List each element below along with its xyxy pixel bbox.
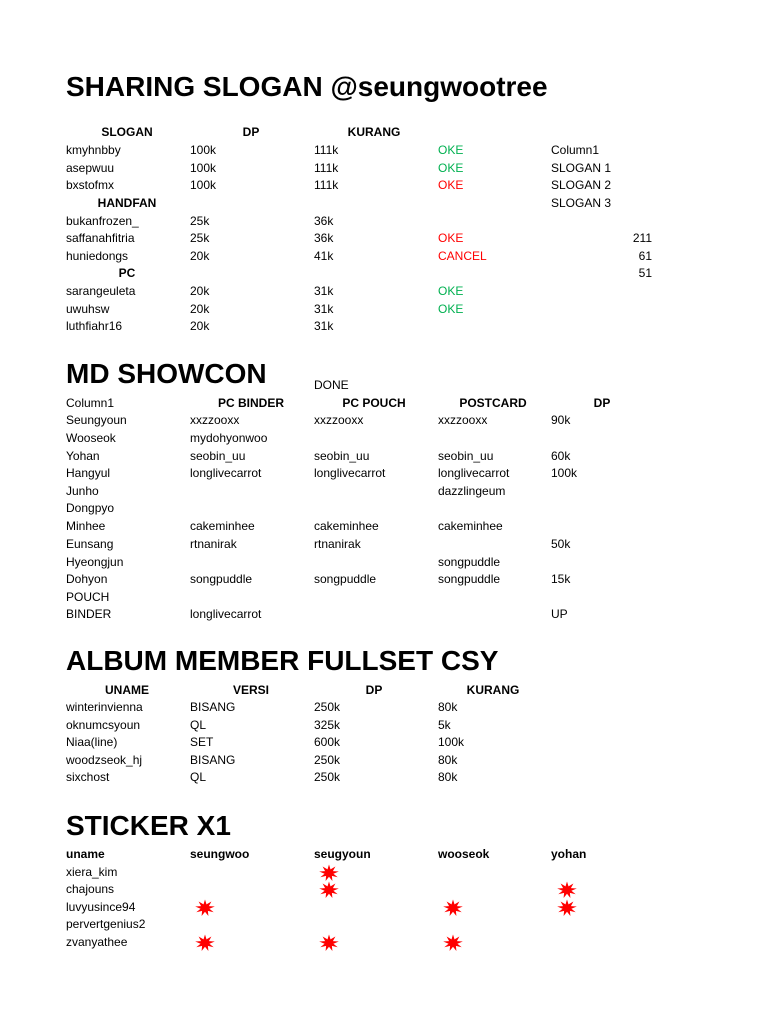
cell-kurang: 31k [314, 302, 334, 316]
cell-versi: SET [190, 735, 214, 749]
cell-kurang: 100k [438, 735, 465, 749]
section-title-sticker: STICKER X1 [66, 810, 231, 841]
cell-dp: 25k [190, 231, 210, 245]
header-column1: Column1 [66, 396, 115, 410]
cell-side-label: Column1 [551, 143, 600, 157]
cell-kurang: 36k [314, 231, 334, 245]
cell-postcard: longlivecarrot [438, 466, 510, 480]
header-pc-pouch: PC POUCH [342, 396, 406, 410]
section-title-md: MD SHOWCON [66, 358, 267, 389]
red-starburst-icon [555, 880, 579, 900]
cell-uname: luvyusince94 [66, 900, 136, 914]
cell-member: Yohan [66, 449, 100, 463]
cell-name: luthfiahr16 [66, 319, 123, 333]
cell-pouch: songpuddle [314, 572, 377, 586]
cell-count: 61 [638, 249, 652, 263]
cell-dp: 100k [190, 178, 217, 192]
cell-uname: woodzseok_hj [66, 753, 143, 767]
cell-postcard: songpuddle [438, 572, 501, 586]
red-starburst-icon [317, 880, 341, 900]
cell-dp: 90k [551, 413, 571, 427]
cell-pouch: cakeminhee [314, 519, 379, 533]
cell-binder: mydohyonwoo [190, 431, 268, 445]
cell-dp: 600k [314, 735, 341, 749]
cell-member: Hyeongjun [66, 555, 124, 569]
cell-postcard: xxzzooxx [438, 413, 488, 427]
cell-kurang: 31k [314, 319, 334, 333]
cell-postcard: cakeminhee [438, 519, 503, 533]
cell-member: Eunsang [66, 537, 114, 551]
cell-member: Dongpyo [66, 501, 115, 515]
cell-side-label: SLOGAN 3 [551, 196, 612, 210]
status-ok: OKE [438, 284, 464, 298]
cell-kurang: 80k [438, 700, 458, 714]
cell-member: POUCH [66, 590, 110, 604]
cell-name: uwuhsw [66, 302, 110, 316]
cell-pouch: seobin_uu [314, 449, 370, 463]
cell-uname: xiera_kim [66, 865, 118, 879]
cell-side-label: SLOGAN 2 [551, 178, 612, 192]
cell-side-label: SLOGAN 1 [551, 161, 612, 175]
cell-uname: Niaa(line) [66, 735, 118, 749]
header-uname: uname [66, 847, 105, 861]
cell-member: Dohyon [66, 572, 108, 586]
cell-uname: winterinvienna [66, 700, 143, 714]
cell-member: BINDER [66, 607, 112, 621]
cell-dp: 15k [551, 572, 571, 586]
cell-uname: oknumcsyoun [66, 718, 141, 732]
cell-kurang: 80k [438, 770, 458, 784]
cell-binder: songpuddle [190, 572, 253, 586]
header-dp: DP [365, 683, 383, 697]
cell-name: asepwuu [66, 161, 115, 175]
red-starburst-icon [441, 933, 465, 953]
header-wooseok: wooseok [438, 847, 490, 861]
cell-member: Wooseok [66, 431, 116, 445]
status-ok: OKE [438, 161, 464, 175]
cell-pouch: rtnanirak [314, 537, 361, 551]
cell-kurang: 5k [438, 718, 451, 732]
cell-name: huniedongs [66, 249, 129, 263]
cell-uname: zvanyathee [66, 935, 128, 949]
cell-kurang: 36k [314, 214, 334, 228]
cell-pouch: xxzzooxx [314, 413, 364, 427]
header-yohan: yohan [551, 847, 587, 861]
cell-dp: 20k [190, 249, 210, 263]
header-seungwoo: seungwoo [190, 847, 250, 861]
cell-dp: 250k [314, 753, 341, 767]
status-ok: OKE [438, 143, 464, 157]
cell-dp: 100k [551, 466, 578, 480]
cell-versi: BISANG [190, 700, 236, 714]
red-starburst-icon [441, 898, 465, 918]
cell-dp: 60k [551, 449, 571, 463]
cell-dp: 100k [190, 161, 217, 175]
cell-kurang: 111k [314, 178, 339, 192]
header-kurang: KURANG [466, 683, 520, 697]
cell-dp: UP [551, 607, 568, 621]
cell-kurang: 31k [314, 284, 334, 298]
red-starburst-icon [555, 898, 579, 918]
cell-binder: xxzzooxx [190, 413, 240, 427]
cell-member: Junho [66, 484, 99, 498]
cell-name: bxstofmx [66, 178, 115, 192]
cell-count: 211 [632, 231, 652, 245]
cell-binder: seobin_uu [190, 449, 246, 463]
cell-member: Seungyoun [66, 413, 127, 427]
subheader-pc: PC [118, 266, 136, 280]
cell-versi: QL [190, 718, 207, 732]
cell-kurang: 41k [314, 249, 334, 263]
status-ok: OKE [438, 231, 464, 245]
done-label: DONE [314, 378, 349, 392]
header-postcard: POSTCARD [459, 396, 527, 410]
header-slogan: SLOGAN [101, 125, 153, 139]
cell-name: sarangeuleta [66, 284, 136, 298]
cell-kurang: 111k [314, 161, 339, 175]
cell-uname: pervertgenius2 [66, 917, 146, 931]
cell-uname: chajouns [66, 882, 115, 896]
cell-dp: 250k [314, 770, 341, 784]
cell-postcard: songpuddle [438, 555, 501, 569]
cell-versi: QL [190, 770, 207, 784]
cell-uname: sixchost [66, 770, 110, 784]
cell-binder: longlivecarrot [190, 466, 262, 480]
cell-dp: 325k [314, 718, 341, 732]
section-title-album: ALBUM MEMBER FULLSET CSY [66, 645, 499, 676]
section-title-sharing: SHARING SLOGAN @seungwootree [66, 71, 548, 102]
cell-kurang: 80k [438, 753, 458, 767]
cell-postcard: dazzlingeum [438, 484, 506, 498]
red-starburst-icon [193, 898, 217, 918]
cell-name: bukanfrozen_ [66, 214, 139, 228]
header-uname: UNAME [105, 683, 149, 697]
cell-kurang: 111k [314, 143, 339, 157]
header-seugyoun: seugyoun [314, 847, 371, 861]
cell-dp: 20k [190, 284, 210, 298]
cell-dp: 20k [190, 302, 210, 316]
cell-member: Minhee [66, 519, 106, 533]
cell-dp: 20k [190, 319, 210, 333]
header-pc-binder: PC BINDER [217, 396, 285, 410]
cell-pouch: longlivecarrot [314, 466, 386, 480]
cell-dp: 50k [551, 537, 571, 551]
status-cancel: CANCEL [438, 249, 487, 263]
status-ok: OKE [438, 178, 464, 192]
header-dp: DP [242, 125, 260, 139]
header-dp: DP [593, 396, 611, 410]
header-versi: VERSI [232, 683, 270, 697]
cell-member: Hangyul [66, 466, 111, 480]
cell-binder: cakeminhee [190, 519, 255, 533]
cell-binder: rtnanirak [190, 537, 237, 551]
cell-binder: longlivecarrot [190, 607, 262, 621]
header-kurang: KURANG [347, 125, 401, 139]
cell-dp: 250k [314, 700, 341, 714]
status-ok: OKE [438, 302, 464, 316]
red-starburst-icon [317, 933, 341, 953]
cell-dp: 25k [190, 214, 210, 228]
cell-versi: BISANG [190, 753, 236, 767]
cell-postcard: seobin_uu [438, 449, 494, 463]
subheader-handfan: HANDFAN [97, 196, 157, 210]
cell-name: kmyhnbby [66, 143, 121, 157]
cell-count: 51 [638, 266, 652, 280]
red-starburst-icon [193, 933, 217, 953]
cell-dp: 100k [190, 143, 217, 157]
cell-name: saffanahfitria [66, 231, 135, 245]
